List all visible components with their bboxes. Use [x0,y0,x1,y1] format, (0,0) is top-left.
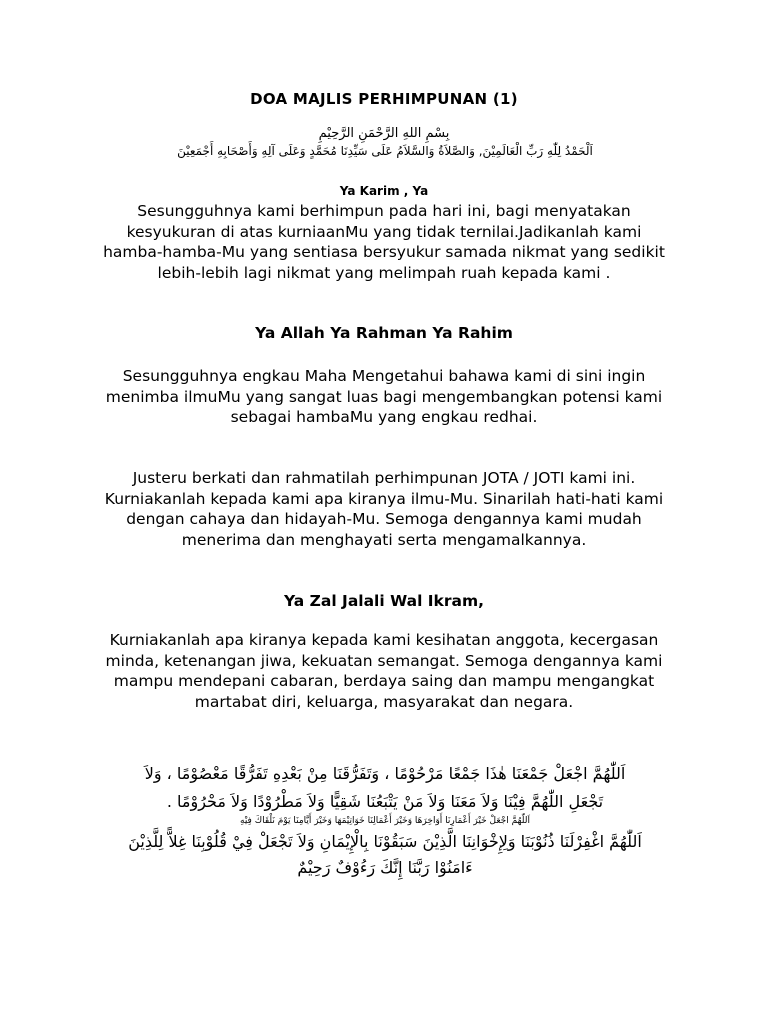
heading-ya-allah: Ya Allah Ya Rahman Ya Rahim [255,324,513,342]
heading-ya-zal-jalali: Ya Zal Jalali Wal Ikram, [283,592,485,610]
arabic-closing-line-4: ءَامَنُوْا رَبَّنَا إِنَّكَ رَءُوْفٌ رَحِيْمٌ [297,858,473,877]
arabic-basmala: بِسْمِ اللهِ الرَّحْمَنِ الرَّحِيْمِ [318,126,450,141]
arabic-closing-line-3: اَللّٰهُمَّ اغْفِرْلَنَا ذُنُوْبَنَا وَلِإِخْوَانِنَا الَّذِيْنَ سَبَقُوْنَا بِالْإِيْمَانِ وَلاَ تَجْعَلْ فِيْ قُلُوْبِنَا غِلاًّ لِلَّذِيْنَ [128,832,642,851]
paragraph-1: Sesungguhnya kami berhimpun pada hari ini, bagi menyatakan kesyukuran di atas kurniaanMu yang tidak ternilai.Jadikanlah kami hamba-hamba-Mu yang sentiasa bersyukur samada nikmat yang sedikit lebih-lebih lagi nikmat yang melimpah ruah kepada kami . [103,202,665,282]
document-title: DOA MAJLIS PERHIMPUNAN (1) [250,90,518,108]
arabic-closing-line-1: اَللّٰهُمَّ اجْعَلْ جَمْعَنَا هٰذَا جَمْعًا مَرْحُوْمًا ، وَتَفَرُّقَنَا مِنْ بَعْدِهِ تَفَرُّقًا مَعْصُوْمًا ، وَلاَ [144,764,626,783]
paragraph-3: Justeru berkati dan rahmatilah perhimpunan JOTA / JOTI kami ini. Kurniakanlah kepada kami apa kiranya ilmu-Mu. Sinarilah hati-hati kami dengan cahaya dan hidayah-Mu. Semoga dengannya kami mudah menerima dan menghayati serta mengamalkannya. [104,469,664,549]
paragraph-4: Kurniakanlah apa kiranya kepada kami kesihatan anggota, kecergasan minda, ketenangan jiwa, kekuatan semangat. Semoga dengannya kami mampu mendepani cabaran, berdaya saing dan mampu mengangkat martabat diri, keluarga, masyarakat dan negara. [105,631,663,711]
arabic-closing-line-2: تَجْعَلِ اللّٰهُمَّ فِيْنَا وَلاَ مَعَنَا وَلاَ مَنْ يَتْبَعُنَا شَقِيًّا وَلاَ مَطْرُوْدًا وَلاَ مَحْرُوْمًا . [166,792,604,811]
arabic-opening: اَلْحَمْدُ لِلّٰهِ رَبِّ الْعَالَمِيْنَ, وَالصَّلاَةُ وَالسَّلاَمُ عَلَى سَيِّدِنَا مُحَمَّدٍ وَعَلَى آلِهِ وَأَصْحَابِهِ أَجْمَعِيْنَ [177,144,593,158]
caption-ya-karim: Ya Karim , Ya [339,184,429,198]
arabic-closing-small-line: اَللّٰهُمَّ اجْعَلْ خَيْرَ أَعْمَارِنَا أَوَاخِرَهَا وَخَيْرَ أَعْمَالِنَا خَوَاتِيْمَهَا وَخَيْرَ أَيَّامِنَا يَوْمَ نَلْقَاكَ فِيْهِ [240,816,530,826]
paragraph-2: Sesungguhnya engkau Maha Mengetahui bahawa kami di sini ingin menimba ilmuMu yang sangat luas bagi mengembangkan potensi kami sebagai hambaMu yang engkau redhai. [105,367,663,427]
